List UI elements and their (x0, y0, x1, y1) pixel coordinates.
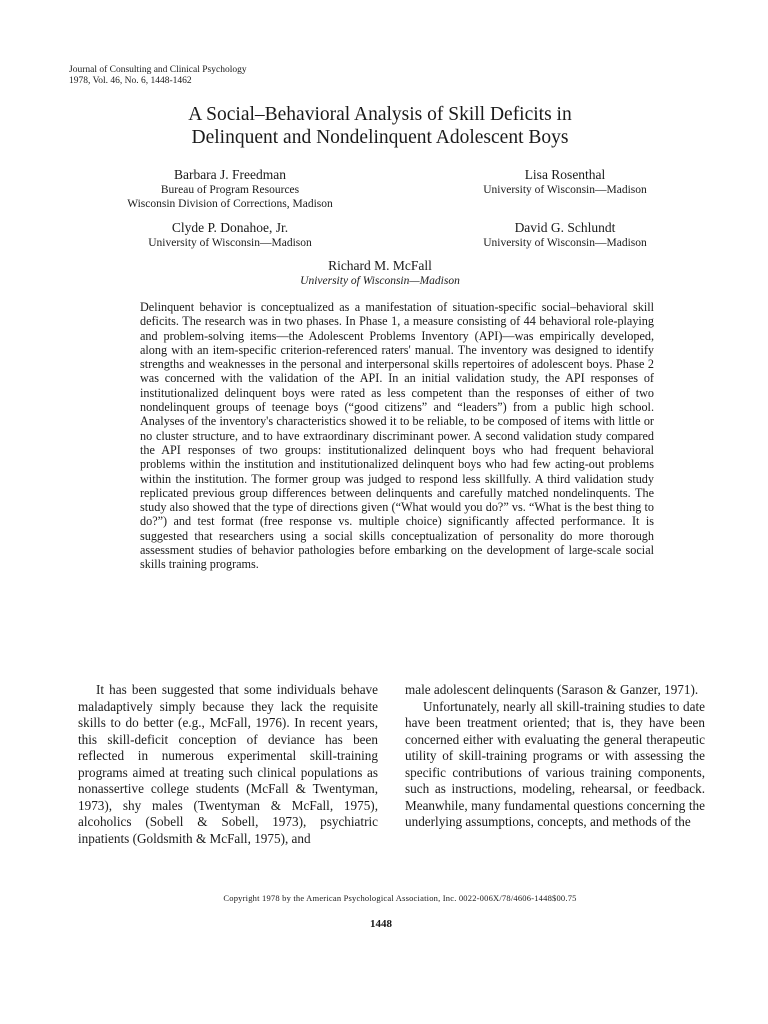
paper-title (100, 103, 660, 149)
author-affiliation: Bureau of Program Resources (160, 184, 300, 196)
author-name: Clyde P. Donahoe, Jr. (171, 220, 289, 235)
author-affiliation: Wisconsin Division of Corrections, Madison (127, 198, 333, 210)
author-affiliation: University of Wisconsin—Madison (483, 184, 647, 196)
author-block (230, 258, 530, 288)
author-name: Richard M. McFall (328, 258, 432, 273)
body-paragraph: male adolescent delinquents (Sarason & Ganzer, 1971). (405, 682, 699, 697)
author-block (440, 220, 690, 250)
author-block (80, 167, 380, 211)
journal-citation: 1978, Vol. 46, No. 6, 1448-1462 (69, 76, 192, 86)
body-column-right (405, 682, 705, 831)
body-paragraph: Unfortunately, nearly all skill-training studies to date have been treatment oriented; that is, they have been concerned either with evaluating the general therapeutic utility of skill-training programs or with assessing the specific contributions of various training components, such as instructions, modeling, rehearsal, or feedback. Meanwhile, many fundamental questions concerning the underlying assumptions, concepts, and methods of the (405, 698, 705, 829)
author-name: Lisa Rosenthal (524, 167, 606, 182)
page-number: 1448 (370, 918, 392, 930)
author-affiliation: University of Wisconsin—Madison (300, 275, 460, 287)
title-line-1: A Social–Behavioral Analysis of Skill Deficits in (188, 104, 572, 125)
journal-header (69, 65, 247, 87)
author-block (440, 167, 690, 197)
abstract: Delinquent behavior is conceptualized as a manifestation of situation-specific social–behavioral skill deficits. The research was in two phases. In Phase 1, a measure consisting of 44 behavioral role-playing and problem-solving items—the Adolescent Problems Inventory (API)—was empirically developed, along with an item-specific criterion-referenced raters' manual. The inventory was designed to identify strengths and weaknesses in the personal and interpersonal skills repertoires of adolescent boys. Phase 2 was concerned with the validation of the API. In an initial validation study, the API responses of institutionalized delinquent boys were rated as less competent than the responses of either of two nondelinquent groups of teenage boys (“good citizens” and “leaders”) from a public high school. Analyses of the inventory's characteristics showed it to be reliable, to be composed of items with little or no cluster structure, and to have extraordinary discriminant power. A second validation study compared the API responses of two groups: institutionalized delinquent boys who had frequent behavioral problems within the institution and institutionalized delinquent boys who had few acting-out problems within the institution. The former group was judged to respond less skillfully. A third validation study replicated previous group differences between delinquents and carefully matched nondelinquents. The study also showed that the type of directions given (“What would you do?” vs. “What is the best thing to do?”) and test format (free response vs. multiple choice) significantly affected performance. It is suggested that researchers using a social skills conceptualization of personality do more thorough assessment studies of behavior pathologies before embarking on the development of large-scale social skills training programs. (140, 300, 654, 572)
author-name: Barbara J. Freedman (173, 167, 287, 182)
body-column-left (78, 682, 378, 847)
journal-name: Journal of Consulting and Clinical Psychology (69, 65, 247, 75)
author-name: David G. Schlundt (514, 220, 616, 235)
author-affiliation: University of Wisconsin—Madison (483, 237, 647, 249)
title-line-2: Delinquent and Nondelinquent Adolescent Boys (191, 127, 569, 148)
author-affiliation: University of Wisconsin—Madison (148, 237, 312, 249)
body-paragraph: It has been suggested that some individuals behave maladaptively simply because they lack the requisite skills to do better (e.g., McFall, 1976). In recent years, this skill-deficit conception of deviance has been reflected in numerous experimental skill-training programs aimed at treating such clinical populations as nonassertive college students (McFall & Twentyman, 1973), shy males (Twentyman & McFall, 1975), alcoholics (Sobell & Sobell, 1973), psychiatric inpatients (Goldsmith & McFall, 1975), and (78, 682, 378, 846)
copyright-notice: Copyright 1978 by the American Psychological Association, Inc. 0022-006X/78/4606-1448$00.75 (223, 893, 577, 903)
author-block (80, 220, 380, 250)
